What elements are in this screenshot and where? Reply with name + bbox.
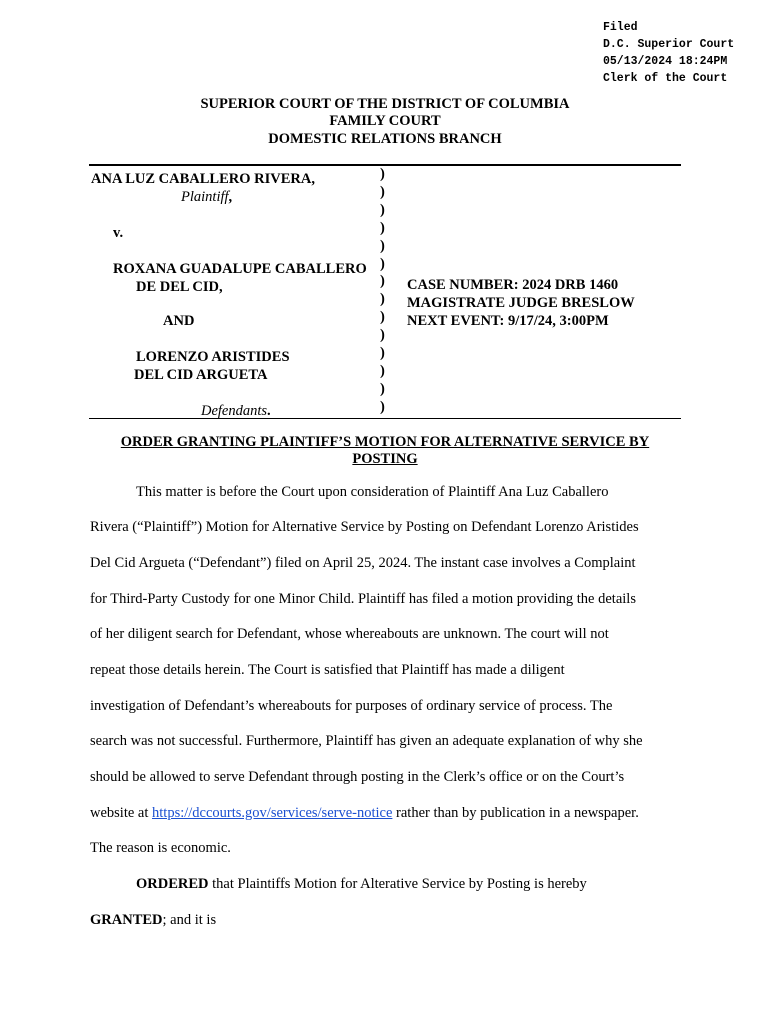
body-line-12 [136, 875, 587, 893]
stamp-line-court: D.C. Superior Court [603, 38, 735, 51]
caption-parentheses: ) ) ) ) ) ) ) ) ) ) ) ) ) ) [380, 166, 385, 415]
order-title-line2: POSTING [352, 451, 418, 467]
court-heading-line2: FAMILY COURT [329, 113, 441, 129]
plaintiff-role [181, 188, 232, 206]
body-line-4: for Third-Party Custody for one Minor Child. Plaintiff has filed a motion providing the details [90, 591, 636, 607]
next-event: NEXT EVENT: 9/17/24, 3:00PM [407, 313, 609, 329]
body-line-13-rest: ; and it is [162, 912, 217, 928]
order-title [89, 434, 681, 468]
defendant1-line2: DE DEL CID, [136, 279, 223, 295]
body-line-11: The reason is economic. [90, 840, 231, 856]
body-line-9: should be allowed to serve Defendant through posting in the Clerk’s office or on the Court’s [90, 769, 625, 785]
stamp-line-datetime: 05/13/2024 18:24PM [603, 55, 728, 68]
body-line-12-rest: that Plaintiffs Motion for Alterative Service by Posting is hereby [208, 876, 587, 892]
body-line-2: Rivera (“Plaintiff”) Motion for Alternative Service by Posting on Defendant Lorenzo Aristides [90, 519, 639, 535]
defendant1-line1: ROXANA GUADALUPE CABALLERO [113, 261, 367, 277]
defendant2-line2: DEL CID ARGUETA [134, 367, 268, 383]
body-line-6: repeat those details herein. The Court is satisfied that Plaintiff has made a diligent [90, 662, 565, 678]
ordered-label: ORDERED [136, 876, 209, 892]
court-heading-line1: SUPERIOR COURT OF THE DISTRICT OF COLUMBIA [200, 96, 570, 112]
granted-label: GRANTED [90, 912, 163, 928]
body-line-10-after: rather than by publication in a newspaper. [392, 805, 639, 821]
caption-bottom-rule [89, 418, 681, 419]
plaintiff-role-comma: , [228, 189, 233, 205]
order-title-line1: ORDER GRANTING PLAINTIFF’S MOTION FOR ALTERNATIVE SERVICE BY [120, 434, 650, 450]
body-line-13 [90, 911, 216, 929]
body-line-8: search was not successful. Furthermore, Plaintiff has given an adequate explanation of why she [90, 733, 643, 749]
body-line-5: of her diligent search for Defendant, whose whereabouts are unknown. The court will not [90, 626, 609, 642]
filing-stamp [603, 19, 734, 87]
magistrate-judge: MAGISTRATE JUDGE BRESLOW [407, 295, 635, 311]
plaintiff-role-label: Plaintiff [181, 189, 229, 205]
defendant2-line1: LORENZO ARISTIDES [136, 349, 290, 365]
defendants-role-period: . [267, 403, 271, 419]
stamp-line-clerk: Clerk of the Court [603, 72, 728, 85]
plaintiff-name: ANA LUZ CABALLERO RIVERA, [91, 171, 315, 187]
caption-top-rule [89, 164, 681, 166]
body-line-10 [90, 804, 639, 822]
stamp-line-filed: Filed [603, 21, 638, 34]
case-info [407, 276, 635, 330]
and-label: AND [163, 313, 195, 329]
serve-notice-link[interactable]: https://dccourts.gov/services/serve-notice [152, 805, 393, 821]
defendants-role-label: Defendants [201, 403, 268, 419]
body-line-10-before: website at [90, 805, 153, 821]
body-line-1: This matter is before the Court upon consideration of Plaintiff Ana Luz Caballero [136, 484, 609, 500]
court-heading-line3: DOMESTIC RELATIONS BRANCH [268, 131, 502, 147]
case-number: CASE NUMBER: 2024 DRB 1460 [407, 277, 619, 293]
body-line-3: Del Cid Argueta (“Defendant”) filed on April 25, 2024. The instant case involves a Complaint [90, 555, 636, 571]
body-line-7: investigation of Defendant’s whereabouts for purposes of ordinary service of process. The [90, 698, 613, 714]
versus-label: v. [113, 225, 124, 241]
